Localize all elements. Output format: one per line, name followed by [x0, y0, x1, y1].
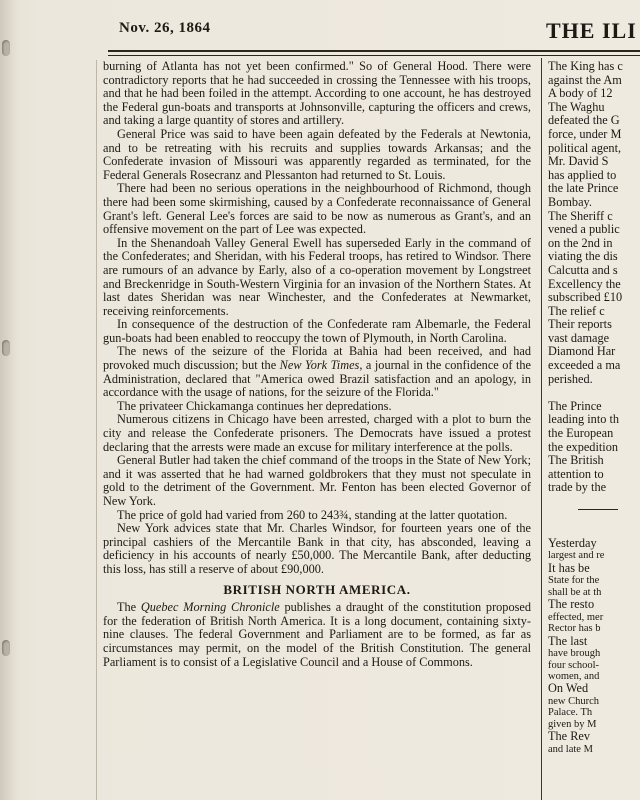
- text-line: given by M: [548, 718, 597, 730]
- section-heading: BRITISH NORTH AMERICA.: [223, 581, 411, 597]
- text-line: Bombay.: [548, 194, 592, 209]
- text-line: against the Am: [548, 72, 622, 87]
- text-line: effected, mer: [548, 611, 604, 623]
- main-article-column: [103, 60, 531, 669]
- text-line: largest and re: [548, 550, 605, 562]
- text-run: , a journal in the confidence of the Administration, declared that "America owed Brazil satisfaction and an apology, in accordance with the usage of nations, for the seizure of the Florida.": [103, 358, 532, 400]
- newspaper-name: New York Times: [279, 358, 360, 373]
- text-line: A body of 12: [548, 86, 613, 101]
- text-line: political agent,: [548, 140, 622, 155]
- text-line: The Rev: [548, 729, 591, 744]
- binding-hole: [2, 340, 10, 356]
- text-line: The Prince: [548, 398, 602, 413]
- issue-date: Nov. 26, 1864: [119, 20, 211, 36]
- text-line: State for the: [548, 575, 600, 587]
- article-paragraph-florida: [103, 345, 531, 399]
- article-paragraph: burning of Atlanta has not yet been confirmed." So of General Hood. There were contradictory reports that he had succeeded in crossing the Tennessee with his troops, and that he had been foiled in the attempt. According to one account, he has destroyed the Federal gun-boats and transports at Johnsonville, capturing the officers and crews, and taking a large quantity of stores and artillery.: [103, 59, 531, 128]
- text-line: women, and: [548, 670, 600, 682]
- masthead-title: THE ILI: [546, 18, 637, 43]
- text-line: trade by the: [548, 480, 607, 495]
- text-line: Mr. David S: [548, 154, 609, 169]
- text-run: The news of the seizure of the Florida at Bahia had been received, and had provoked much discussion; but the: [103, 344, 531, 373]
- article-paragraph: New York advices state that Mr. Charles Windsor, for fourteen years one of the principal cashiers of the Mercantile Bank in that city, has absconded, leaving a deficiency in his accounts of nearly £50,000. The Mercantile Bank, after deducting this loss, has still a reserve of about £90,000.: [103, 521, 531, 576]
- text-line: The Waghu: [548, 99, 605, 114]
- text-line: It has be: [548, 560, 590, 575]
- article-paragraph: Numerous citizens in Chicago have been arrested, charged with a plot to burn the city and release the Confederate prisoners. The Democrats have issued a protest declaring that the arrests were made an excuse for military interference at the polls.: [103, 412, 531, 454]
- text-line: force, under M: [548, 126, 622, 141]
- header-rule: [108, 50, 640, 52]
- text-line: the late Prince: [548, 181, 619, 196]
- article-paragraph: General Price was said to have been again defeated by the Federals at Newtonia, and to be retreating with his recruits and supplies towards Arkansas; and the Confederate invasion of Missouri was apparently regarded as terminated, for the Federal Generals Rosecranz and Plessanton had returned to St. Louis.: [103, 126, 531, 182]
- article-paragraph: The price of gold had varied from 260 to 243¾, standing at the latter quotation.: [117, 507, 508, 522]
- text-line: viating the dis: [548, 249, 618, 264]
- article-paragraph: In the Shenandoah Valley General Ewell has superseded Early in the command of the Confederates; and Sheridan, with his Federal troops, has retired to Windsor. There are rumours of an advance by Early, also of a co-operation movement by Longstreet and Breckenridge in South-Western Virginia for an invasion of the Northern States. At last dates Sheridan was near Winchester, and the Confederates at Newmarket, receiving reinforcements.: [103, 235, 531, 318]
- header-rule-thin: [108, 55, 640, 56]
- article-paragraph: There had been no serious operations in the neighbourhood of Richmond, though there had been some skirmishing, caused by a Confederate reconnaissance of General Grant's left. General Lee's forces are said to be now as numerous as Grant's, and an offensive movement on the part of Lee was expected.: [103, 181, 531, 237]
- text-line: [548, 495, 640, 509]
- text-line: vast damage: [548, 330, 610, 345]
- text-line: [548, 523, 640, 537]
- text-line: subscribed £10: [548, 290, 623, 305]
- text-run: publishes a draught of the constitution proposed for the federation of British North America. It is a long document, containing sixty-nine clauses. The federal Government and Parliament are to be formed, as far as circumstances may permit, on the model of the British Constitution. The general Parliament is to consist of a Legislative Council and a House of Commons.: [103, 600, 531, 669]
- article-paragraph: In consequence of the destruction of the Confederate ram Albemarle, the Federal gun-boats had been enabled to reoccupy the town of Plymouth, in North Carolina.: [103, 317, 531, 345]
- text-line: Palace. Th: [548, 707, 593, 719]
- text-line: The King has c: [548, 60, 623, 73]
- text-line: defeated the G: [548, 113, 620, 128]
- text-line: and late M: [548, 743, 593, 755]
- text-line: On Wed: [548, 681, 589, 696]
- text-run: The: [117, 600, 141, 615]
- text-line: shall be at th: [548, 586, 602, 598]
- text-line: Rector has b: [548, 623, 601, 635]
- text-line: The last: [548, 633, 588, 648]
- text-line: The British: [548, 453, 604, 468]
- text-line: Calcutta and s: [548, 262, 618, 277]
- text-line: have brough: [548, 648, 601, 660]
- text-line: Excellency the: [548, 276, 621, 291]
- text-line: The relief c: [548, 303, 605, 318]
- text-line: The resto: [548, 597, 595, 612]
- text-line: perished.: [548, 371, 593, 386]
- text-line: [548, 510, 640, 524]
- text-line: attention to: [548, 466, 604, 481]
- text-line: exceeded a ma: [548, 358, 621, 373]
- text-line: has applied to: [548, 167, 617, 182]
- text-line: leading into th: [548, 412, 620, 427]
- text-line: Diamond Har: [548, 344, 616, 359]
- text-line: Their reports: [548, 317, 612, 332]
- binding-hole: [2, 40, 10, 56]
- article-paragraph-quebec: [103, 601, 531, 669]
- right-column-cropped: [548, 60, 640, 755]
- text-line: the European: [548, 426, 614, 441]
- text-line: four school-: [548, 659, 600, 671]
- newspaper-name: Quebec Morning Chronicle: [140, 600, 280, 615]
- margin-rule: [96, 60, 97, 800]
- text-line: vened a public: [548, 222, 620, 237]
- text-line: [548, 386, 640, 400]
- text-line: Yesterday: [548, 535, 597, 550]
- text-line: The Sheriff c: [548, 208, 613, 223]
- text-line: the expedition: [548, 439, 619, 454]
- column-divider: [541, 58, 542, 800]
- article-paragraph: General Butler had taken the chief command of the troops in the State of New York; and it was asserted that he had warned goldbrokers that they must not speculate in gold to the detriment of the Government. Mr. Fenton has been elected Governor of New York.: [103, 453, 531, 508]
- text-line: new Church: [548, 695, 600, 707]
- text-line: on the 2nd in: [548, 235, 613, 250]
- article-paragraph: The privateer Chickamanga continues her depredations.: [117, 398, 392, 413]
- binding-hole: [2, 640, 10, 656]
